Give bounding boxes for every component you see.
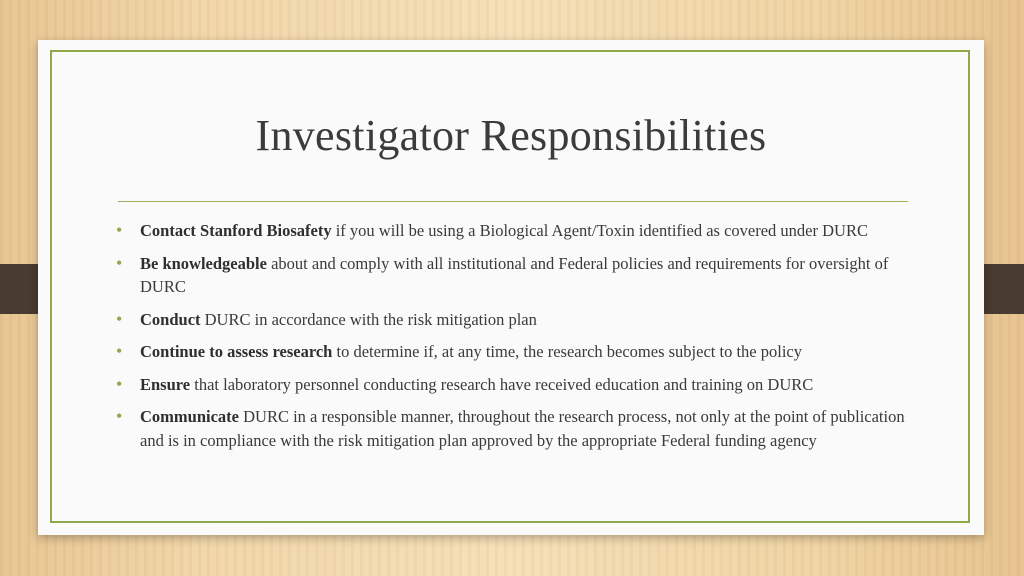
title-divider <box>118 201 908 202</box>
bullet-lead: Be knowledgeable <box>140 253 267 273</box>
bullet-item <box>116 373 916 397</box>
bullet-icon: • <box>116 406 123 426</box>
bullet-text: that laboratory personnel conducting research have received education and training on DURC <box>190 374 814 394</box>
bullet-lead: Continue to assess research <box>140 342 333 361</box>
bullet-item <box>116 405 916 452</box>
bullet-text: if you will be using a Biological Agent/Toxin identified as covered under DURC <box>331 221 868 240</box>
bullet-text: DURC in a responsible manner, throughout the research process, not only at the point of publication and is in compliance with the risk mitigation plan approved by the appropriate Federal funding agency <box>140 407 905 450</box>
bullet-text: to determine if, at any time, the research becomes subject to the policy <box>332 342 802 361</box>
bullet-text: about and comply with all institutional and Federal policies and requirements for oversight of DURC <box>140 253 889 296</box>
bullet-icon: • <box>116 252 123 273</box>
bullet-icon: • <box>116 373 123 394</box>
bullet-item <box>116 219 916 243</box>
bullet-item <box>116 340 916 364</box>
bullet-lead: Ensure <box>140 374 191 394</box>
bullet-icon: • <box>116 220 123 240</box>
bullet-text: DURC in accordance with the risk mitigation plan <box>200 309 537 329</box>
bullet-icon: • <box>116 308 123 329</box>
bullet-lead: Conduct <box>140 309 201 329</box>
bullet-item <box>116 252 916 299</box>
bullet-item <box>116 308 916 332</box>
slide <box>38 40 984 535</box>
bullet-icon: • <box>116 341 123 361</box>
bullet-lead: Contact Stanford Biosafety <box>140 221 332 240</box>
bullet-lead: Communicate <box>140 407 239 426</box>
slide-title: Investigator Responsibilities <box>255 111 767 160</box>
bullet-list <box>116 219 916 461</box>
